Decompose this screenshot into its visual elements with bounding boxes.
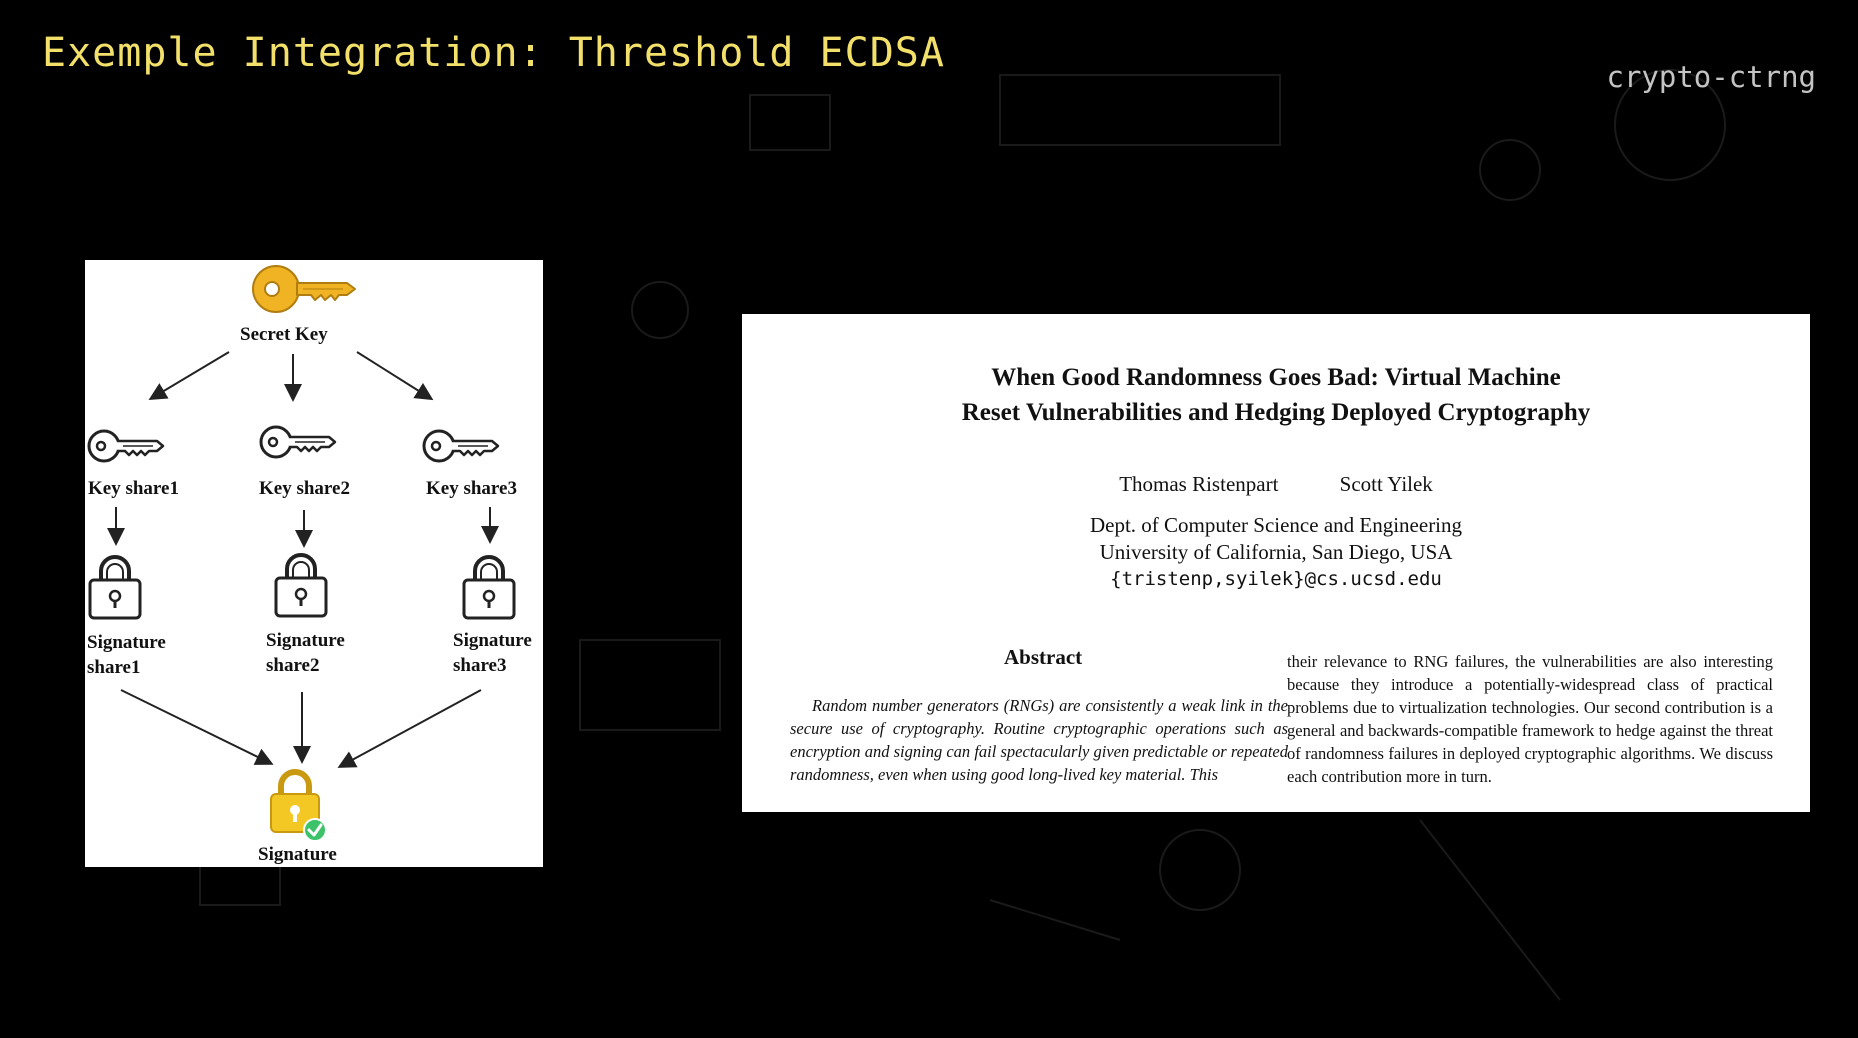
key-share2-label: Key share2 bbox=[259, 478, 350, 499]
key-share1-label: Key share1 bbox=[88, 478, 179, 499]
paper-authors bbox=[742, 472, 1810, 497]
key-share1-icon bbox=[89, 431, 163, 461]
abstract-right-column: their relevance to RNG failures, the vulnerabilities are also interesting because they introduce a potentially-widespread class of practical problems due to virtualization technologies. Our second contribution is a general and backwards-compatible framework to hedge against the threat of randomness failures in deployed cryptographic algorithms. We discuss each contribution more in turn. bbox=[1287, 652, 1773, 786]
abstract-heading: Abstract bbox=[1004, 645, 1083, 669]
brand-label: crypto-ctrng bbox=[1606, 60, 1816, 94]
signature-share1-icon bbox=[90, 557, 140, 618]
abstract-left-column: Random number generators (RNGs) are consistently a weak link in the secure use of cryptography. Routine cryptographic operations such as encryption and signing can fail spectacularly given predictable or repeated randomness, even when using good long-lived key material. This bbox=[790, 696, 1288, 784]
key-share3-label: Key share3 bbox=[426, 478, 517, 499]
signature-share2-icon bbox=[276, 555, 326, 616]
signature-share3-label: Signature share3 bbox=[453, 630, 532, 676]
paper-affiliation: Dept. of Computer Science and Engineering University of California, San Diego, USA {tristenp,syilek}@cs.ucsd.edu bbox=[742, 512, 1810, 593]
secret-key-label: Secret Key bbox=[240, 324, 328, 345]
combine-arrows bbox=[121, 690, 481, 766]
signature-label: Signature bbox=[258, 844, 337, 865]
key-share3-icon bbox=[424, 431, 498, 461]
signature-share1-label: Signature share1 bbox=[87, 632, 166, 678]
check-icon bbox=[304, 819, 326, 841]
key-share2-icon bbox=[261, 427, 335, 457]
signature-share2-label: Signature share2 bbox=[266, 630, 345, 676]
slide-title: Exemple Integration: Threshold ECDSA bbox=[42, 30, 945, 76]
share-arrows bbox=[116, 507, 490, 544]
paper-excerpt bbox=[742, 314, 1810, 812]
secret-key-icon bbox=[253, 266, 355, 312]
author-2: Scott Yilek bbox=[1339, 472, 1433, 496]
signature-share3-icon bbox=[464, 557, 514, 618]
diagram-graphics bbox=[85, 260, 543, 867]
author-1: Thomas Ristenpart bbox=[1119, 472, 1279, 496]
signature-lock-icon bbox=[271, 772, 326, 841]
split-arrows bbox=[152, 352, 430, 398]
threshold-diagram bbox=[85, 260, 543, 867]
author-email: {tristenp,syilek}@cs.ucsd.edu bbox=[1110, 568, 1442, 590]
paper-title: When Good Randomness Goes Bad: Virtual Machine Reset Vulnerabilities and Hedging Deployed Cryptography bbox=[961, 364, 1591, 426]
